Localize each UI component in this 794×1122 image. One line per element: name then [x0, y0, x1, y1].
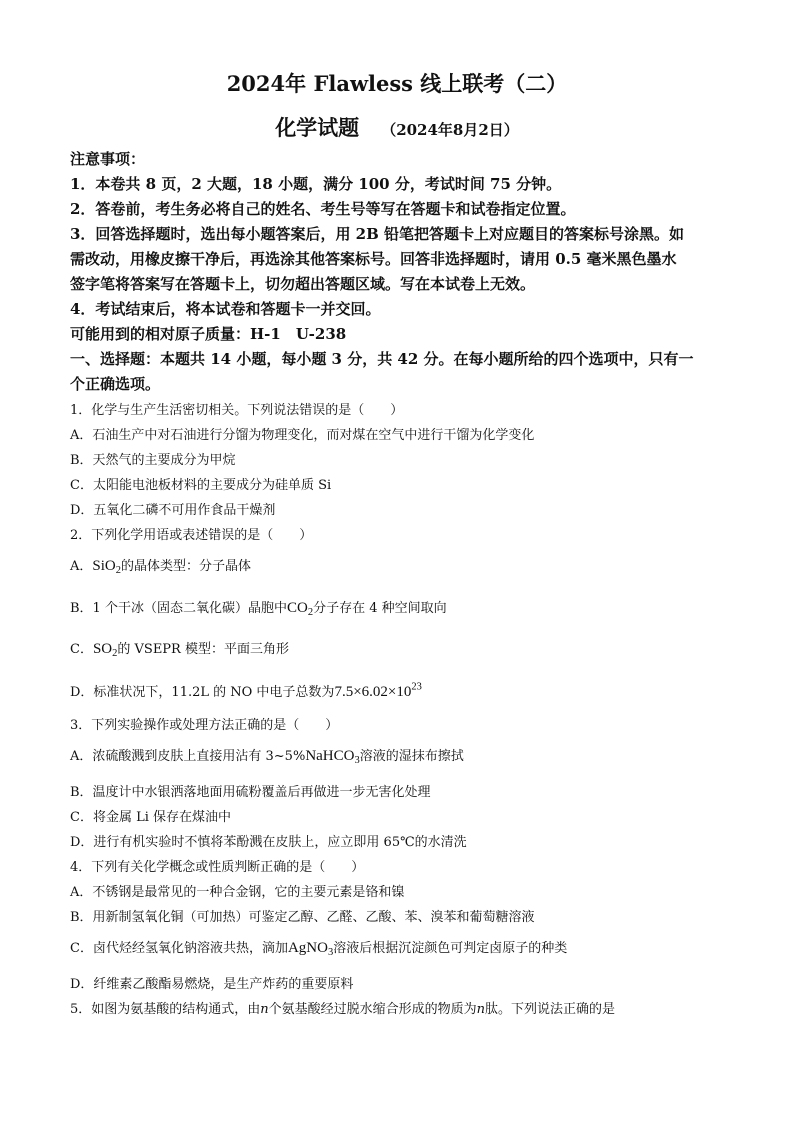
subject-title: 化学试题	[275, 115, 360, 140]
question-2-option-a: A．SiO$_2$的晶体类型：分子晶体	[70, 558, 251, 577]
notice-item: 签字笔将答案写在答题卡上，切勿超出答题区域。写在本试卷上无效。	[70, 275, 536, 293]
question-3-option-b: B．温度计中水银洒落地面用硫粉覆盖后再做进一步无害化处理	[70, 785, 431, 800]
question-2-option-b: B．1 个干冰（固态二氧化碳）晶胞中$CO_2$分子存在 4 种空间取向	[70, 600, 447, 619]
question-1-stem: 1．化学与生产生活密切相关。下列说法错误的是（ ）	[70, 403, 404, 418]
question-4-option-a: A．不锈钢是最常见的一种合金钢，它的主要元素是铬和镍	[70, 885, 405, 900]
question-4-option-c: C．卤代烃经氢氧化钠溶液共热，滴加AgNO$_3$溶液后根据沉淀颜色可判定卤原子的种类	[70, 940, 568, 959]
formula-electron-count: $7.5\times 6.02\times 10^{23}$	[334, 681, 422, 700]
notice-item: 3．回答选择题时，选出每小题答案后，用 2B 铅笔把答题卡上对应题目的答案标号涂黑。如	[70, 225, 685, 243]
formula-so2: $SO_2$	[92, 641, 118, 660]
question-2-option-d: D．标准状况下，11.2L 的 NO 中电子总数为$7.5\times 6.02\times 10^{23}$	[70, 681, 422, 700]
exam-date: （2024年8月2日）	[381, 121, 519, 139]
question-1-option-d: D．五氧化二磷不可用作食品干燥剂	[70, 503, 276, 518]
section-heading-cont: 个正确选项。	[70, 375, 161, 393]
subject-title-row	[0, 112, 794, 142]
question-4-stem: 4．下列有关化学概念或性质判断正确的是（ ）	[70, 860, 365, 875]
formula-sio2: SiO$_2$	[92, 558, 121, 577]
notice-item: 需改动，用橡皮擦干净后，再选涂其他答案标号。回答非选择题时，请用 0.5 毫米黑色墨水	[70, 250, 677, 268]
notice-item: 4．考试结束后，将本试卷和答题卡一并交回。	[70, 300, 381, 318]
notice-heading: 注意事项：	[70, 150, 146, 168]
question-3-option-a: A．浓硫酸溅到皮肤上直接用沾有 3~5%NaHCO$_3$溶液的湿抹布擦拭	[70, 748, 464, 767]
question-3-stem: 3．下列实验操作或处理方法正确的是（ ）	[70, 718, 339, 733]
question-2-option-c: C．$SO_2$的 VSEPR 模型：平面三角形	[70, 641, 289, 660]
question-5-stem: 5．如图为氨基酸的结构通式，由n个氨基酸经过脱水缩合形成的物质为n肽。下列说法正确的是	[70, 1002, 616, 1017]
atomic-mass-line: 可能用到的相对原子质量：H-1 U-238	[70, 325, 347, 343]
question-4-option-b: B．用新制氢氧化铜（可加热）可鉴定乙醇、乙醛、乙酸、苯、溴苯和葡萄糖溶液	[70, 910, 535, 925]
question-4-option-d: D．纤维素乙酸酯易燃烧，是生产炸药的重要原料	[70, 977, 354, 992]
exam-title: 2024年 Flawless 线上联考（二）	[226, 71, 568, 96]
section-heading: 一、选择题：本题共 14 小题，每小题 3 分，共 42 分。在每小题所给的四个选项中，只有一	[70, 350, 694, 368]
formula-agno3: AgNO$_3$	[287, 940, 334, 959]
question-1-option-a: A．石油生产中对石油进行分馏为物理变化，而对煤在空气中进行干馏为化学变化	[70, 428, 535, 443]
question-2-stem: 2．下列化学用语或表述错误的是（ ）	[70, 528, 313, 543]
question-1-option-c: C．太阳能电池板材料的主要成分为硅单质 Si	[70, 478, 332, 493]
notice-item: 1．本卷共 8 页，2 大题，18 小题，满分 100 分，考试时间 75 分钟。	[70, 175, 562, 193]
notice-item: 2．答卷前，考生务必将自己的姓名、考生号等写在答题卡和试卷指定位置。	[70, 200, 576, 218]
formula-nahco3: NaHCO$_3$	[305, 748, 360, 767]
question-3-option-d: D．进行有机实验时不慎将苯酚溅在皮肤上，应立即用 65℃的水清洗	[70, 835, 467, 850]
question-1-option-b: B．天然气的主要成分为甲烷	[70, 453, 236, 468]
formula-co2: $CO_2$	[286, 600, 314, 619]
question-3-option-c: C．将金属 Li 保存在煤油中	[70, 810, 232, 825]
option-label: A．	[70, 559, 93, 574]
